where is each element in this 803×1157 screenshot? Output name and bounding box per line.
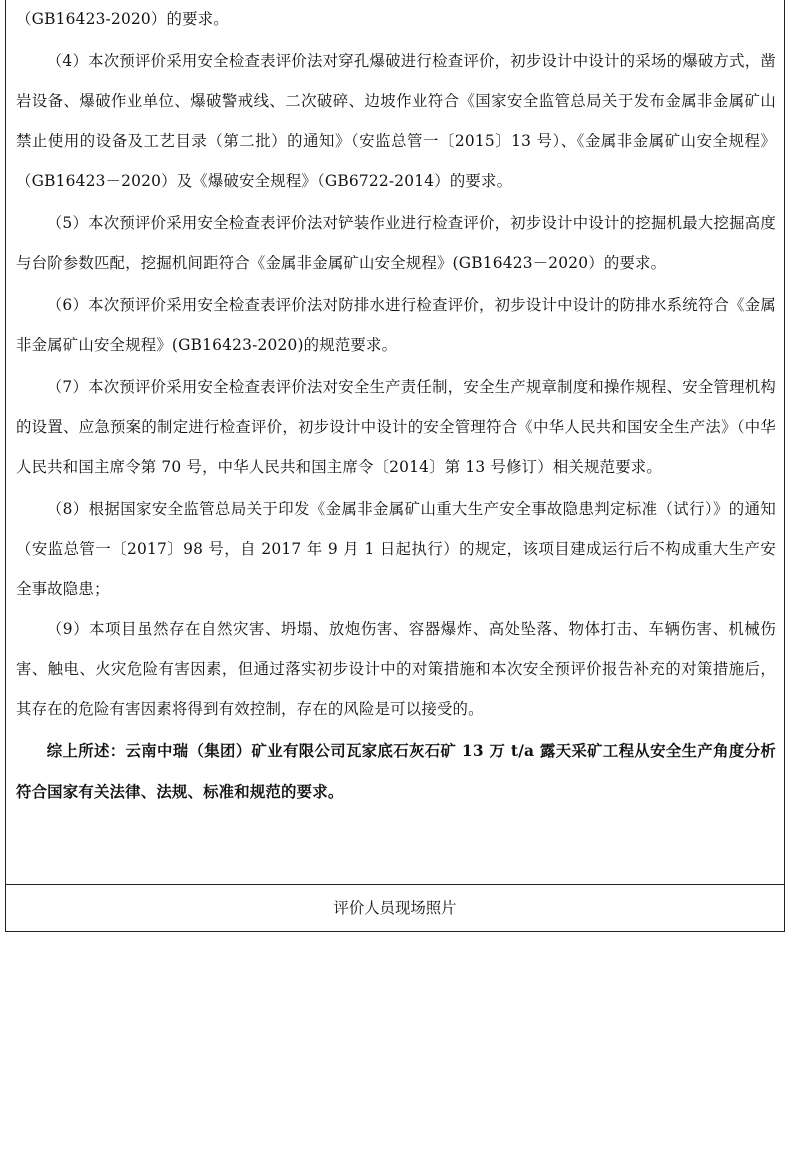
paragraph-continuation: （GB16423-2020）的要求。: [16, 10, 229, 28]
paragraph-item-5: （5）本次预评价采用安全检查表评价法对铲装作业进行检查评价，初步设计中设计的挖掘机最大挖掘高度与台阶参数匹配，挖掘机间距符合《金属非金属矿山安全规程》(GB16423－2020）的要求。: [16, 214, 776, 272]
paragraph-item-6: （6）本次预评价采用安全检查表评价法对防排水进行检查评价，初步设计中设计的防排水系统符合《金属非金属矿山安全规程》(GB16423-2020)的规范要求。: [16, 296, 776, 354]
summary-conclusion: 综上所述：云南中瑞（集团）矿业有限公司瓦家底石灰石矿 13 万 t/a 露天采矿工程从安全生产角度分析符合国家有关法律、法规、标准和规范的要求。: [16, 742, 776, 801]
paragraph-item-9: （9）本项目虽然存在自然灾害、坍塌、放炮伤害、容器爆炸、高处坠落、物体打击、车辆伤害、机械伤害、触电、火灾危险有害因素，但通过落实初步设计中的对策措施和本次安全预评价报告补充的对策措施后，其存在的危险有害因素将得到有效控制，存在的风险是可以接受的。: [16, 620, 776, 718]
conclusion-text-cell: [6, 0, 784, 884]
site-photo-row-label: 评价人员现场照片: [333, 899, 457, 917]
evaluation-table: [5, 0, 785, 932]
paragraph-item-8: （8）根据国家安全监管总局关于印发《金属非金属矿山重大生产安全事故隐患判定标准（试行）》的通知（安监总管一〔2017〕98 号，自 2017 年 9 月 1 日起执行）的规定，该项目建成运行后不构成重大生产安全事故隐患；: [16, 500, 776, 598]
paragraph-item-7: （7）本次预评价采用安全检查表评价法对安全生产责任制，安全生产规章制度和操作规程、安全管理机构的设置、应急预案的制定进行检查评价，初步设计中设计的安全管理符合《中华人民共和国安全生产法》（中华人民共和国主席令第 70 号，中华人民共和国主席令〔2014〕第 13 号修订）相关规范要求。: [16, 378, 776, 476]
paragraph-item-4: （4）本次预评价采用安全检查表评价法对穿孔爆破进行检查评价，初步设计中设计的采场的爆破方式，凿岩设备、爆破作业单位、爆破警戒线、二次破碎、边坡作业符合《国家安全监管总局关于发布金属非金属矿山禁止使用的设备及工艺目录（第二批）的通知》（安监总管一〔2015〕13 号）、《金属非金属矿山安全规程》（GB16423－2020）及《爆破安全规程》（GB6722-2014）的要求。: [16, 52, 776, 190]
